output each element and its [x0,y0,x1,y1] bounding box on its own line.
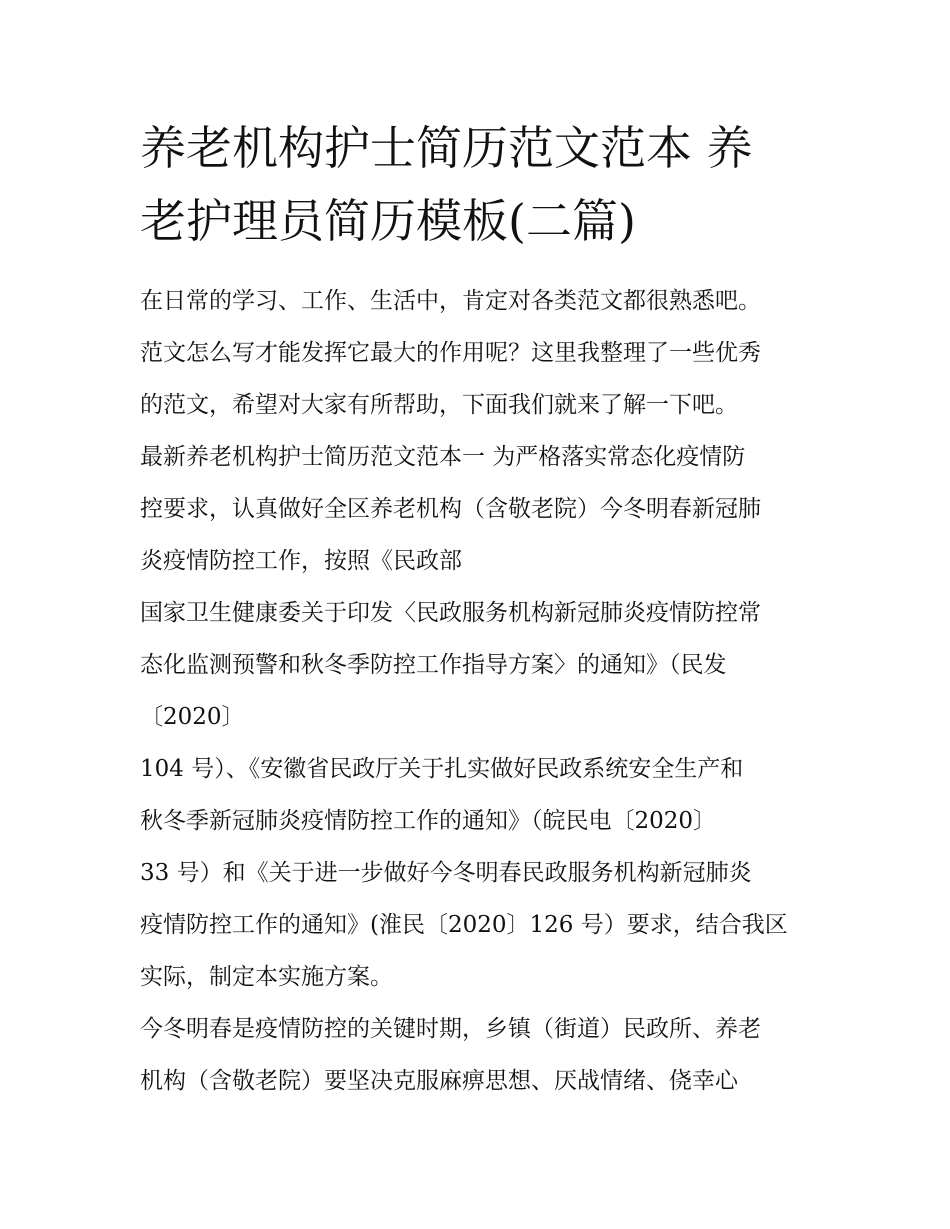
body-line-14: 实际，制定本实施方案。 [140,964,393,990]
body-line-2: 范文怎么写才能发挥它最大的作用呢？这里我整理了一些优秀 [140,340,761,366]
body-line-9: 〔2020〕 [140,704,245,730]
body-line-5: 控要求，认真做好全区养老机构（含敬老院）今冬明春新冠肺 [140,496,761,522]
title-line-1: 养老机构护士简历范文范本 养 [140,121,753,175]
body-line-3: 的范文，希望对大家有所帮助，下面我们就来了解一下吧。 [140,392,738,418]
body-line-1: 在日常的学习、工作、生活中，肯定对各类范文都很熟悉吧。 [140,288,761,314]
document-body [140,280,830,1112]
body-line-15: 今冬明春是疫情防控的关键时期，乡镇（街道）民政所、养老 [140,1016,761,1042]
title-line-2: 老护理员简历模板(二篇) [140,194,636,248]
body-line-6: 炎疫情防控工作，按照《民政部 [140,548,462,574]
body-line-12: 33 号）和《关于进一步做好今冬明春民政服务机构新冠肺炎 [140,860,752,886]
body-line-16: 机构（含敬老院）要坚决克服麻痹思想、厌战情绪、侥幸心 [140,1068,738,1094]
body-line-10: 104 号）、《安徽省民政厅关于扎实做好民政系统安全生产和 [140,756,744,782]
body-line-11: 秋冬季新冠肺炎疫情防控工作的通知》（皖民电〔2020〕 [140,808,717,834]
document-title [140,112,830,258]
body-line-8: 态化监测预警和秋冬季防控工作指导方案〉的通知》（民发 [140,652,727,678]
body-line-7: 国家卫生健康委关于印发〈民政服务机构新冠肺炎疫情防控常 [140,600,761,626]
body-line-13: 疫情防控工作的通知》(淮民〔2020〕126 号）要求，结合我区 [140,912,788,938]
body-line-4: 最新养老机构护士简历范文范本一 为严格落实常态化疫情防 [140,444,746,470]
